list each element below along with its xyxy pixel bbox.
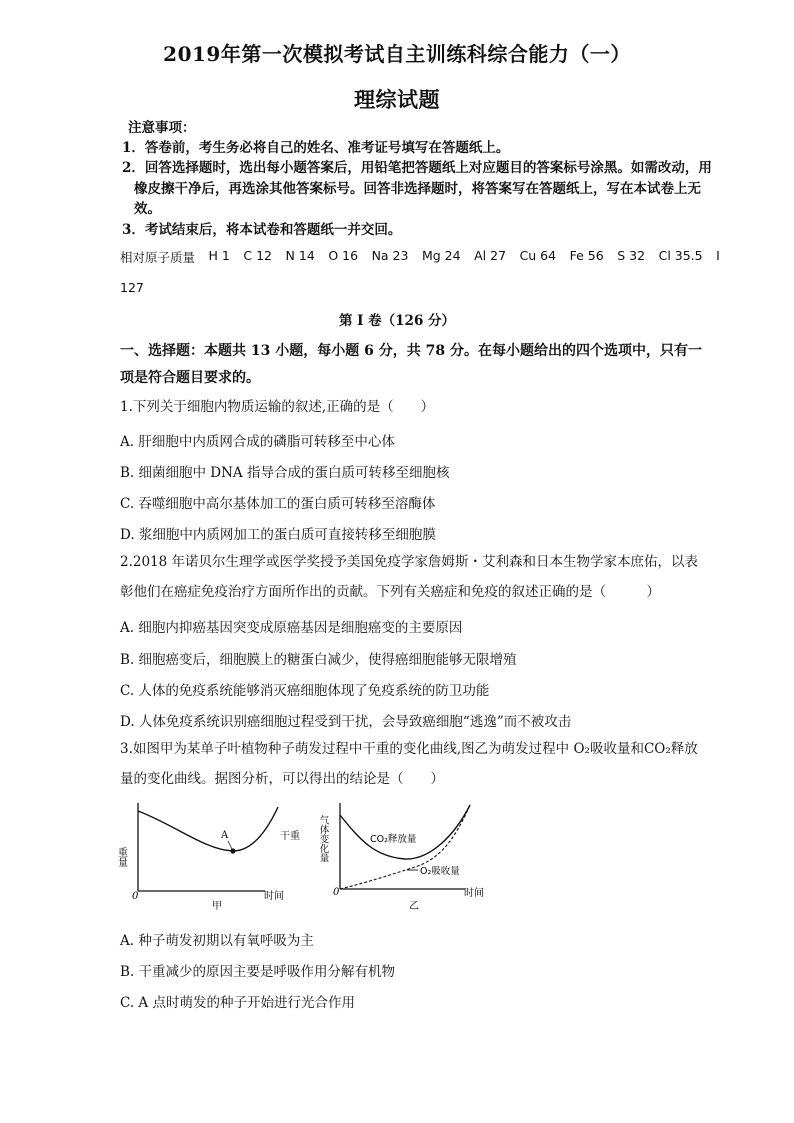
question-2-option-d: D. 人体免疫系统识别癌细胞过程受到干扰，会导致癌细胞“逃逸”而不被攻击 [120, 714, 572, 730]
atomic-mass-i-value: 127 [120, 280, 144, 295]
part-instructions: 一、选择题：本题共 13 小题，每小题 6 分，共 78 分。在每小题给出的四个选项中，只有一项是符合题目要求的。 [120, 343, 702, 386]
question-1-option-c: C. 吞噬细胞中高尔基体加工的蛋白质可转移至溶酶体 [120, 496, 436, 512]
right-origin-label: 0 [333, 887, 340, 898]
right-y-label: 气体变化量 [317, 815, 329, 863]
left-caption: 甲 [212, 901, 222, 912]
dry-weight-label: 干重 [280, 831, 300, 842]
question-3-stem: 3.如图甲为某单子叶植物种子萌发过程中干重的变化曲线,图乙为萌发过程中 O₂吸收量和CO₂释放量的变化曲线。据图分析，可以得出的结论是（ ） [120, 741, 698, 787]
exam-title: 2019年第一次模拟考试自主训练科综合能力（一） [163, 42, 631, 66]
question-2-option-c: C. 人体的免疫系统能够消灭癌细胞体现了免疫系统的防卫功能 [120, 683, 490, 699]
atomic-mass-cl: Cl 35.5 [658, 248, 703, 263]
right-x-label: 时间 [464, 888, 484, 899]
atomic-mass-label: 相对原子质量 [120, 250, 196, 265]
question-1-stem: 1.下列关于细胞内物质运输的叙述,正确的是（ ） [120, 399, 435, 415]
atomic-mass-line [120, 248, 720, 266]
section-title: 第 I 卷（126 分） [338, 313, 456, 329]
point-a-label: A [221, 830, 229, 841]
question-3-figure [115, 795, 510, 915]
right-caption: 乙 [409, 901, 419, 912]
question-1-option-a: A. 肝细胞中内质网合成的磷脂可转移至中心体 [120, 434, 395, 450]
point-a-marker [230, 848, 235, 853]
question-2-option-a: A. 细胞内抑癌基因突变成原癌基因是细胞癌变的主要原因 [120, 620, 463, 636]
atomic-mass-o: O 16 [328, 248, 359, 263]
atomic-mass-i: I [716, 248, 720, 263]
notice-item-1: 1．答卷前，考生务必将自己的姓名、准考证号填写在答题纸上。 [122, 140, 510, 156]
atomic-mass-fe: Fe 56 [569, 248, 604, 263]
left-origin-label: 0 [132, 891, 139, 902]
question-3-option-a: A. 种子萌发初期以有氧呼吸为主 [120, 933, 314, 949]
question-2-option-b: B. 细胞癌变后，细胞膜上的糖蛋白减少，使得癌细胞能够无限增殖 [120, 652, 517, 668]
co2-release-label: CO₂释放量 [370, 834, 417, 845]
atomic-mass-c: C 12 [243, 248, 273, 263]
question-1-option-b: B. 细菌细胞中 DNA 指导合成的蛋白质可转移至细胞核 [120, 465, 450, 481]
growth-curves-svg [115, 795, 510, 915]
atomic-mass-h: H 1 [208, 248, 230, 263]
point-a-leader [228, 841, 232, 849]
atomic-mass-cu: Cu 64 [519, 248, 557, 263]
exam-subtitle: 理综试题 [354, 87, 440, 112]
atomic-mass-al: Al 27 [474, 248, 507, 263]
question-2-stem: 2.2018 年诺贝尔生理学或医学奖授予美国免疫学家詹姆斯・艾利森和日本生物学家本庶佑，以表彰他们在癌症免疫治疗方面所作出的贡献。下列有关癌症和免疫的叙述正确的是（ ） [120, 554, 699, 600]
atomic-mass-n: N 14 [285, 248, 315, 263]
dry-weight-curve [138, 807, 278, 851]
co2-release-curve [340, 805, 470, 859]
atomic-mass-na: Na 23 [371, 248, 409, 263]
o2-uptake-label: O₂吸收量 [420, 866, 460, 877]
atomic-mass-s: S 32 [617, 248, 646, 263]
notice-item-2: 2．回答选择题时，选出每小题答案后，用铅笔把答题纸上对应题目的答案标号涂黑。如需改动，用橡皮擦干净后，再选涂其他答案标号。回答非选择题时，将答案写在答题纸上，写在本试卷上无效。 [122, 160, 712, 217]
question-3-option-c: C. A 点时萌发的种子开始进行光合作用 [120, 995, 355, 1011]
question-1-option-d: D. 浆细胞中内质网加工的蛋白质可直接转移至细胞膜 [120, 527, 436, 543]
left-y-label: 重量 [115, 847, 127, 867]
notice-item-3: 3．考试结束后，将本试卷和答题纸一并交回。 [122, 222, 402, 238]
notice-heading: 注意事项： [128, 120, 196, 136]
left-x-label: 时间 [264, 891, 284, 902]
question-3-option-b: B. 干重减少的原因主要是呼吸作用分解有机物 [120, 964, 396, 980]
atomic-mass-mg: Mg 24 [421, 248, 461, 263]
